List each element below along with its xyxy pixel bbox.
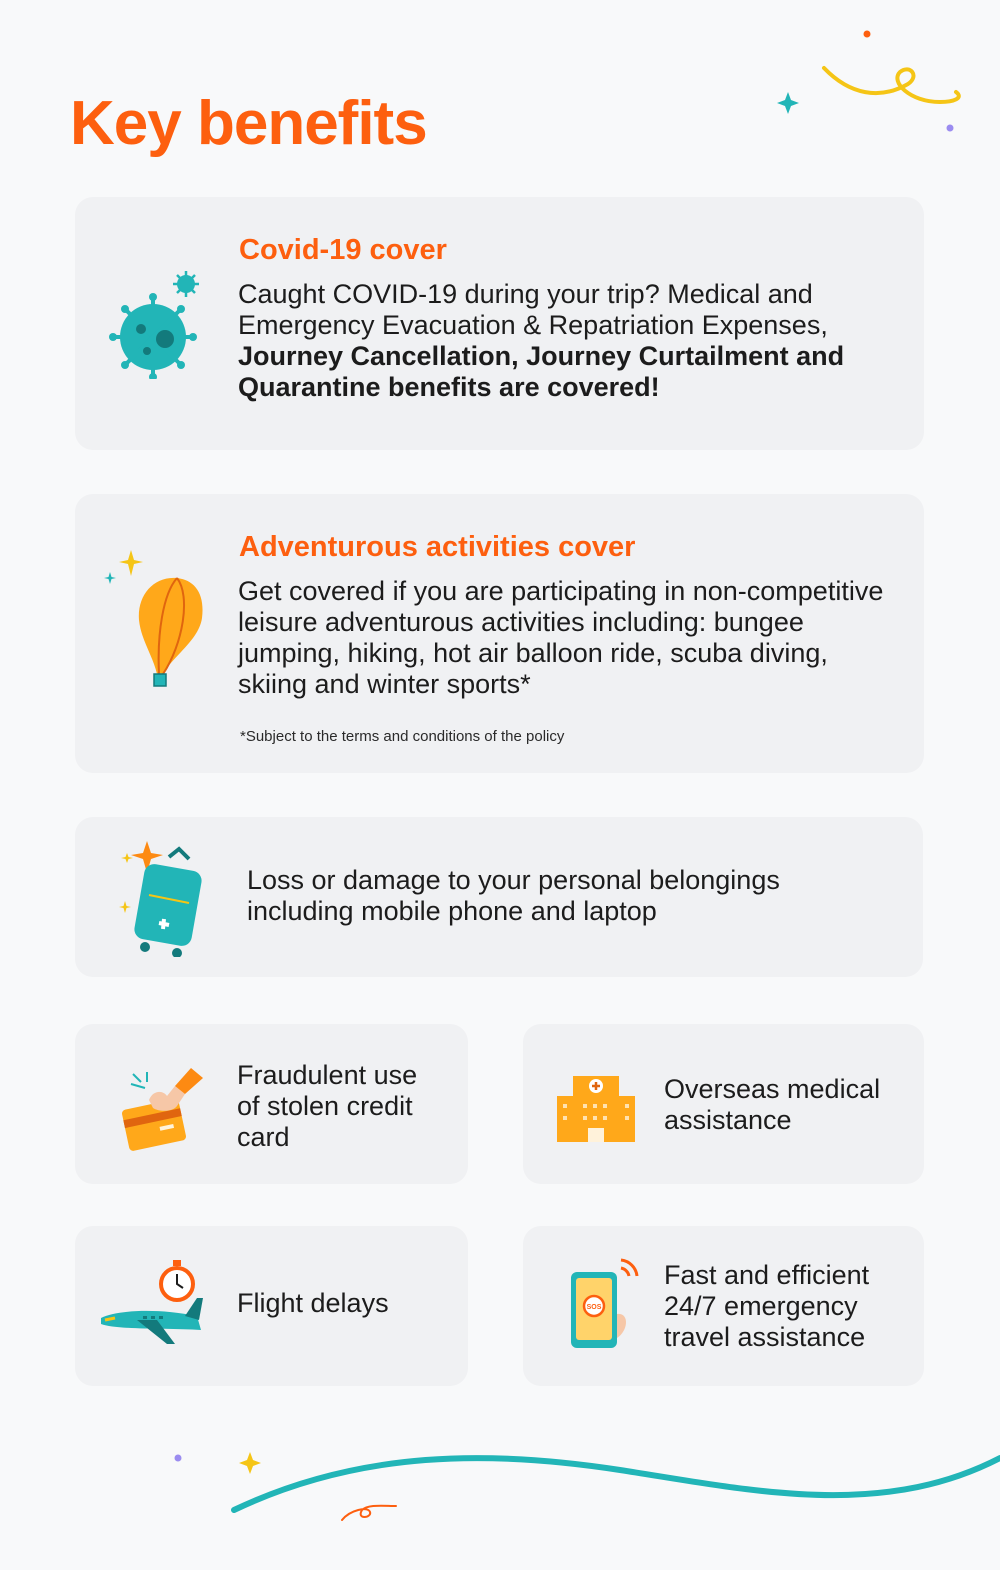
adventure-text: Get covered if you are participating in non-competitive leisure adventurous activities including: bungee jumping, hiking, hot air balloon ride, scuba diving, skiing and winter sports*: [238, 576, 884, 699]
covid-text-plain: Caught COVID-19 during your trip? Medical and Emergency Evacuation & Repatriation Expenses,: [238, 279, 828, 340]
svg-text:SOS: SOS: [586, 1304, 602, 1311]
benefit-card-delays: [75, 1226, 468, 1386]
benefit-card-belongings: [75, 817, 923, 977]
emergency-text: Fast and efficient 24/7 emergency travel assistance: [664, 1260, 870, 1352]
sos-phone-icon: [567, 1254, 641, 1352]
hospital-icon: [555, 1074, 637, 1144]
medical-text: Overseas medical assistance: [664, 1074, 881, 1135]
covid-heading: Covid-19 cover: [239, 234, 447, 266]
terms-note: *Subject to the terms and conditions of the policy: [240, 728, 565, 745]
fraud-text: Fraudulent use of stolen credit card: [237, 1060, 418, 1152]
virus-icon: [107, 269, 207, 379]
covid-text-bold: Journey Cancellation, Journey Curtailment and Quarantine benefits are covered!: [238, 341, 845, 402]
benefit-card-emergency: [523, 1226, 924, 1386]
delayed-plane-icon: [97, 1258, 207, 1350]
decorative-wave: [160, 1440, 1000, 1540]
damaged-luggage-icon: [119, 835, 209, 957]
decorative-squiggle: [760, 20, 980, 140]
benefit-card-fraud: [75, 1024, 468, 1184]
adventure-heading: Adventurous activities cover: [239, 531, 636, 563]
covid-text: [238, 279, 898, 403]
page-title: Key benefits: [70, 89, 427, 158]
delays-text: Flight delays: [237, 1288, 389, 1318]
benefit-card-adventure: [75, 494, 924, 773]
hot-air-balloon-icon: [101, 544, 211, 694]
benefit-card-covid: [75, 197, 924, 450]
belongings-text: Loss or damage to your personal belongings including mobile phone and laptop: [247, 865, 780, 926]
stolen-credit-card-icon: [119, 1060, 211, 1158]
benefit-card-medical: [523, 1024, 924, 1184]
